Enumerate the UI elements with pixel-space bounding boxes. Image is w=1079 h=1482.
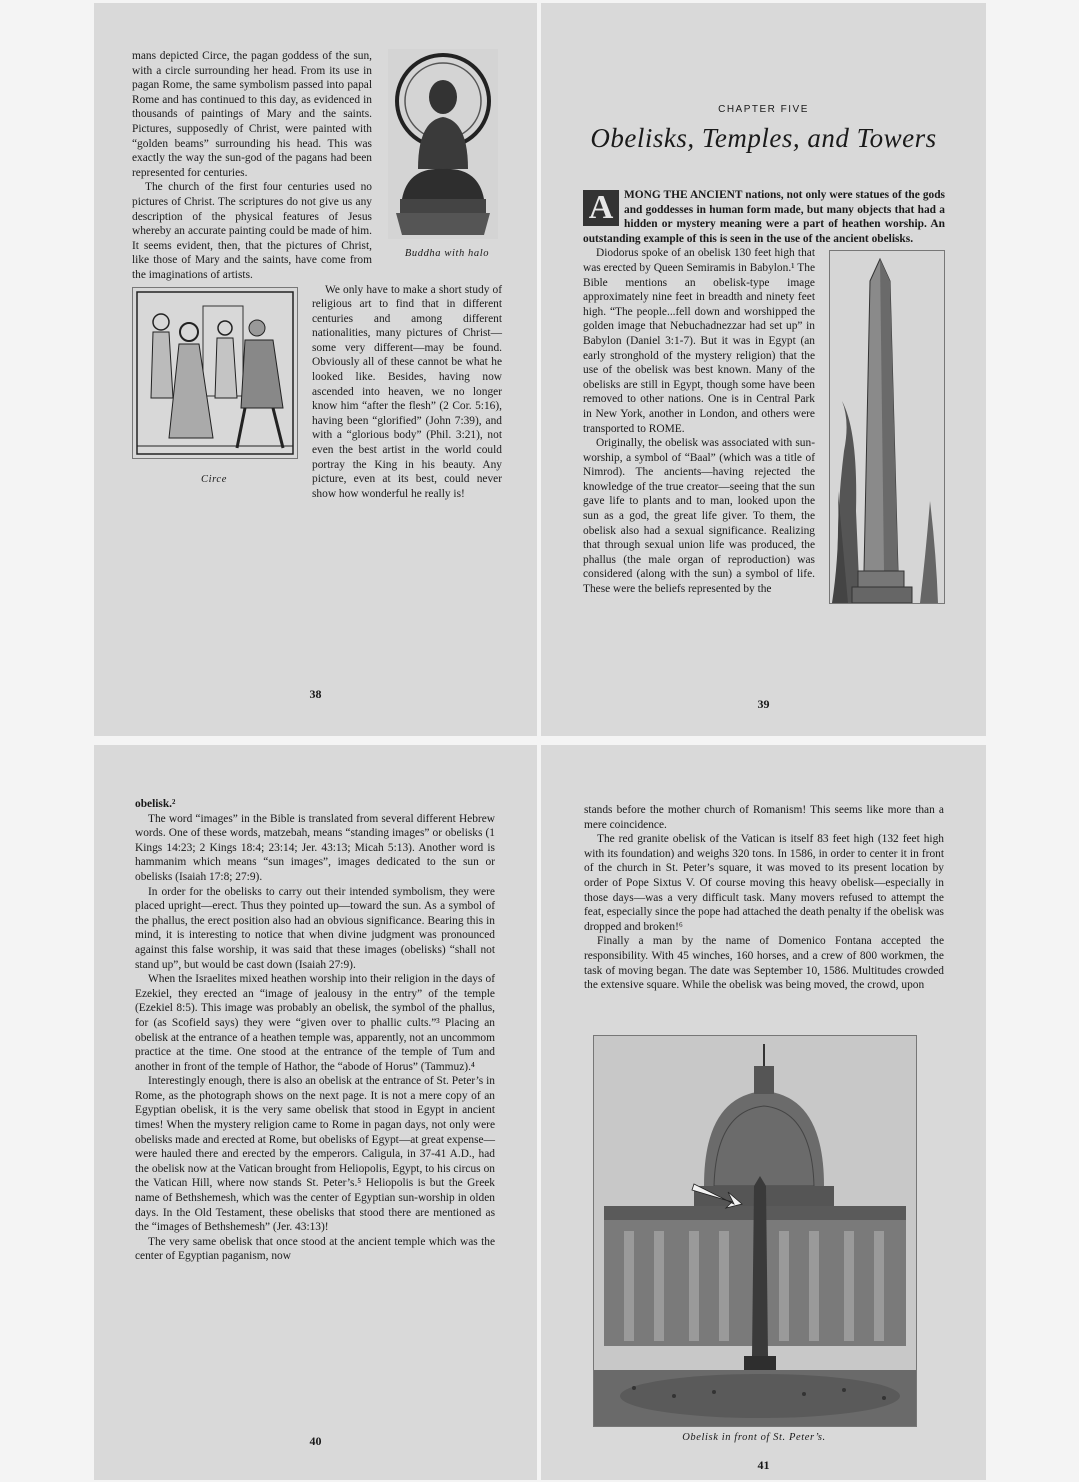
- paragraph: Diodorus spoke of an obelisk 130 feet high that was erected by Queen Semiramis in Babylon.¹ The Bible mentions an obelisk-type image approximately nine feet in breadth and ninety feet high. “The people...fell down and worshipped the golden image that Nebuchadnezzar had set up” in Babylon (Daniel 3:1-7). But it was in Egypt (an early stronghold of the mystery religion) that the use of the obelisk was best known. Many of the obelisks are still in Egypt, though some have been removed to other nations. One is in Central Park in New York, another in London, and others were transported to ROME.: [583, 247, 815, 435]
- page-number: 40: [309, 1434, 322, 1448]
- paragraph: The church of the first four centuries used no pictures of Christ. The scriptures do not give us any description of the physical features of Jesus whereby an accurate painting could be made of him. It seems evident, then, that the pictures of Christ, like those of Mary and the saints, have come from the imaginations of artists.: [132, 181, 372, 281]
- photo-caption: Obelisk in front of St. Peter’s.: [682, 1432, 826, 1443]
- paragraph: We only have to make a short study of religious art to find that in different centuries and among different nationalities, many pictures of Christ—some very different—may be found. Obviously all of these cannot be what he looked like. Besides, having now ascended into heaven, we no longer know him “after the flesh” (2 Cor. 5:16), having been “glorified” (John 7:39), and with a “glorious body” (Phil. 3:21), not even the best artist in the world could portray the King in his beauty. Any picture, even at its best, could never show how wonderful he really is!: [312, 283, 502, 500]
- page-40: [94, 745, 537, 1480]
- paragraph: Originally, the obelisk was associated with sun-worship, a symbol of “Baal” (which was a title of Nimrod). The ancients—having rejected the knowledge of the true creator—seeing that the sun gave life to plants and to man, looked upon the sun as a god, the great life giver. To them, the obelisk also had a sexual significance. Realizing that through sexual union life was produced, the phallus (the male organ of reproduction) was considered (along with the sun) a symbol of life. These were the beliefs represented by the: [583, 437, 815, 596]
- chapter-title: Obelisks, Temples, and Towers: [590, 123, 937, 153]
- drop-cap: A: [583, 190, 619, 226]
- chapter-label: CHAPTER FIVE: [718, 104, 809, 115]
- page-39: [541, 3, 986, 736]
- obelisk-figure: [827, 250, 945, 605]
- page-number: 41: [757, 1458, 770, 1472]
- paragraph: obelisk.²: [135, 798, 176, 810]
- buddha-figure: [382, 49, 502, 269]
- paragraph: Finally a man by the name of Domenico Fontana accepted the responsibility. With 45 winches, 160 horses, and a crew of 800 workmen, the task of moving began. The date was September 10, 1586. Multitudes crowded the extensive square. While the obelisk was being moved, the crowd, upon: [584, 935, 944, 992]
- page-number: 38: [309, 687, 322, 701]
- page-40-text: [135, 797, 495, 1264]
- circe-figure: [132, 287, 300, 497]
- page-39-text: [583, 188, 945, 607]
- paragraph: stands before the mother church of Romanism! This seems like more than a mere coincidence.: [584, 804, 944, 831]
- page-number: 39: [757, 697, 770, 711]
- page-41-text: [584, 803, 944, 993]
- page-41: [541, 745, 986, 1480]
- buddha-caption: Buddha with halo: [404, 248, 490, 259]
- paragraph: The word “images” in the Bible is translated from several different Hebrew words. One of these words, matzebah, means “standing images” or obelisks (1 Kings 14:23; 2 Kings 18:4; 23:14; Jer. 43:13; Micah 5:13). Another word is hammanim which means “sun images”, images dedicated to the sun or obelisks (Isaiah 17:8; 27:9).: [135, 812, 495, 883]
- paragraph: MONG THE ANCIENT nations, not only were statues of the gods and goddesses in human form made, but many objects that had a hidden or mystery meaning were a part of heathen worship. An outstanding example of this is seen in the use of the ancient obelisks.: [583, 189, 945, 245]
- paragraph: The very same obelisk that once stood at the ancient temple which was the center of Egyptian paganism, now: [135, 1235, 495, 1263]
- paragraph: Interestingly enough, there is also an obelisk at the entrance of St. Peter’s in Rome, as the photograph shows on the next page. It is not a mere copy of an Egyptian obelisk, it is the very same obelisk that stood in Egypt in ancient times! When the mystery religion came to Rome in pagan days, not only were obelisks made and erected at Rome, but obelisks of Egypt—at great expense—were hauled there and erected by the emperors. Caligula, in 37-41 A.D., had the obelisk now at the Vatican brought from Heliopolis, Egypt, to his circus on the Vatican Hill, where now stands St. Peter’s.⁵ Heliopolis is but the Greek name of Bethshemesh, which was the center of Egyptian sun-worship in olden days. In the Old Testament, these obelisks that stood there are mentioned as the “images of Bethshemesh” (Jer. 43:13)!: [135, 1075, 495, 1234]
- page-38: [94, 3, 537, 736]
- paragraph: In order for the obelisks to carry out their intended symbolism, they were placed upright—erect. Thus they pointed up—toward the sun. As a symbol of the phallus, the erect position also had an obvious significance. Bearing this in mind, it is interesting to notice that when divine judgment was pronounced against this false worship, it was said that these images (obelisks) “shall not stand up”, but would be cast down (Isaiah 27:9).: [135, 885, 495, 971]
- circe-caption: Circe: [201, 473, 227, 485]
- paragraph: When the Israelites mixed heathen worship into their religion in the days of Ezekiel, they erected an “image of jealousy in the entry” of the temple (Ezekiel 8:5). This image was probably an obelisk, the symbol of the phallus, for (as Scofield says) they were “given over to phallic cults.”³ Placing an obelisk at the entrance of a heathen temple was, apparently, not an uncommom practice at the time. One stood at the entrance of the temple of Tum and another in front of the temple of Hathor, the “abode of Horus” (Tammuz).⁴: [135, 973, 495, 1073]
- paragraph: mans depicted Circe, the pagan goddess of the sun, with a circle surrounding her head. From its use in pagan Rome, the same symbolism passed into papal Rome and has continued to this day, as evidenced in thousands of paintings of Mary and the saints. Pictures, supposedly of Christ, were painted with “golden beams” surrounding his head. This was exactly the way the sun-god of the pagans had been represented for centuries.: [132, 50, 372, 179]
- page-38-text: [132, 49, 502, 501]
- st-peters-photo: [593, 1035, 917, 1427]
- paragraph: The red granite obelisk of the Vatican is itself 83 feet high (132 feet high with its foundation) and weighs 320 tons. In 1586, in order to center it in front of the church in St. Peter’s square, it was moved to its present location by order of Pope Sixtus V. Of course moving this heavy obelisk—especially in those days—was a very difficult task. Many movers refused to attempt the feat, especially since the pope had attached the death penalty if the obelisk was dropped and broken!⁶: [584, 833, 944, 933]
